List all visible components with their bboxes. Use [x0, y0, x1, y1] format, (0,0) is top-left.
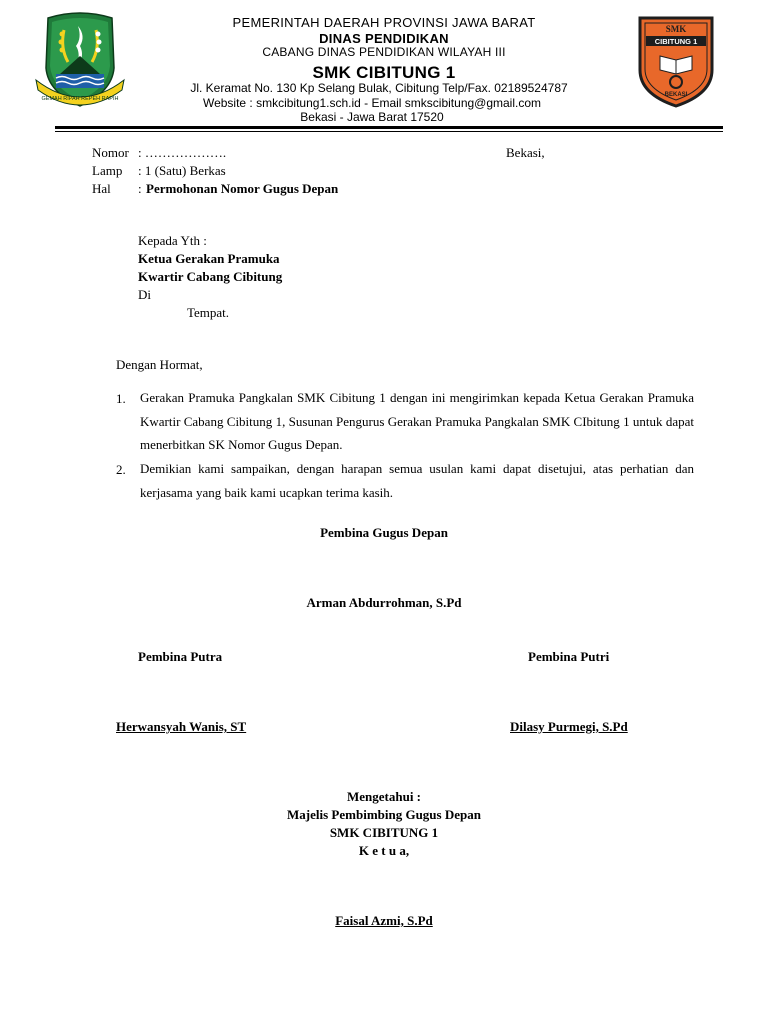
recipient-name-line2: Kwartir Cabang Cibitung — [138, 269, 283, 284]
pembina-putra-title: Pembina Putra — [138, 649, 223, 664]
pembina-title: Pembina Gugus Depan — [320, 525, 448, 540]
logo-city-text: BEKASI — [664, 92, 688, 98]
letterhead-city: Bekasi - Jawa Barat 17520 — [300, 110, 444, 124]
ketua-name: Faisal Azmi, S.Pd — [335, 913, 433, 928]
hal-value: Permohonan Nomor Gugus Depan — [146, 181, 339, 196]
letterhead-divider-thin — [55, 131, 723, 132]
letterhead-school-name: SMK CIBITUNG 1 — [312, 63, 456, 82]
greeting: Dengan Hormat, — [116, 357, 203, 372]
majelis-school: SMK CIBITUNG 1 — [329, 825, 439, 840]
letterhead-divider-thick — [55, 126, 723, 129]
item-paragraph: Demikian kami sampaikan, dengan harapan semua usulan kami dapat disetujui, atas perhatian dan kerjasama yang baik kami ucapkan terima kasih. — [140, 461, 694, 500]
recipient-name-line1: Ketua Gerakan Pramuka — [138, 251, 280, 266]
logo-motto-text: GEMAH RIPAH REPEH RAPIH — [41, 96, 119, 102]
pembina-name: Arman Abdurrohman, S.Pd — [306, 595, 462, 610]
item-number: 2. — [116, 462, 126, 477]
nomor-label: Nomor — [92, 145, 129, 160]
pembina-putri-name: Dilasy Purmegi, S.Pd — [510, 719, 628, 734]
pembina-putri-title: Pembina Putri — [528, 649, 610, 664]
recipient-di: Di — [138, 287, 151, 302]
ketua-title: K e t u a, — [358, 843, 410, 858]
letterhead-website: Website : smkcibitung1.sch.id - Email smkscibitung@gmail.com — [202, 96, 542, 110]
letterhead-branch: CABANG DINAS PENDIDIKAN WILAYAH III — [262, 45, 506, 59]
place-date: Bekasi, — [506, 145, 545, 160]
lamp-value: : 1 (Satu) Berkas — [138, 163, 226, 178]
logo-school-name-text: CIBITUNG 1 — [654, 37, 698, 46]
item-number: 1. — [116, 391, 126, 406]
mengetahui-label: Mengetahui : — [346, 789, 422, 804]
nomor-value: : ………………. — [138, 145, 227, 160]
letterhead-department: DINAS PENDIDIKAN — [319, 31, 449, 46]
logo-smk-text: SMK — [665, 24, 687, 34]
recipient-kepada: Kepada Yth : — [138, 233, 207, 248]
item-paragraph: Gerakan Pramuka Pangkalan SMK Cibitung 1 dengan ini mengirimkan kepada Ketua Gerakan Pramuka Kwartir Cabang Cibitung 1, Susunan Pengurus Gerakan Pramuka Pangkalan SMK CIbitung 1 untuk dapat menerbitkan SK Nomor Gugus Depan. — [140, 390, 694, 452]
recipient-tempat: Tempat. — [187, 305, 230, 320]
hal-label: Hal — [92, 181, 111, 196]
lamp-label: Lamp — [92, 163, 123, 178]
letterhead-province: PEMERINTAH DAERAH PROVINSI JAWA BARAT — [232, 15, 536, 30]
hal-colon: : — [138, 181, 142, 196]
letterhead-address: Jl. Keramat No. 130 Kp Selang Bulak, Cibitung Telp/Fax. 02189524787 — [190, 81, 568, 95]
majelis-title: Majelis Pembimbing Gugus Depan — [287, 807, 481, 822]
pembina-putra-name: Herwansyah Wanis, ST — [116, 719, 247, 734]
